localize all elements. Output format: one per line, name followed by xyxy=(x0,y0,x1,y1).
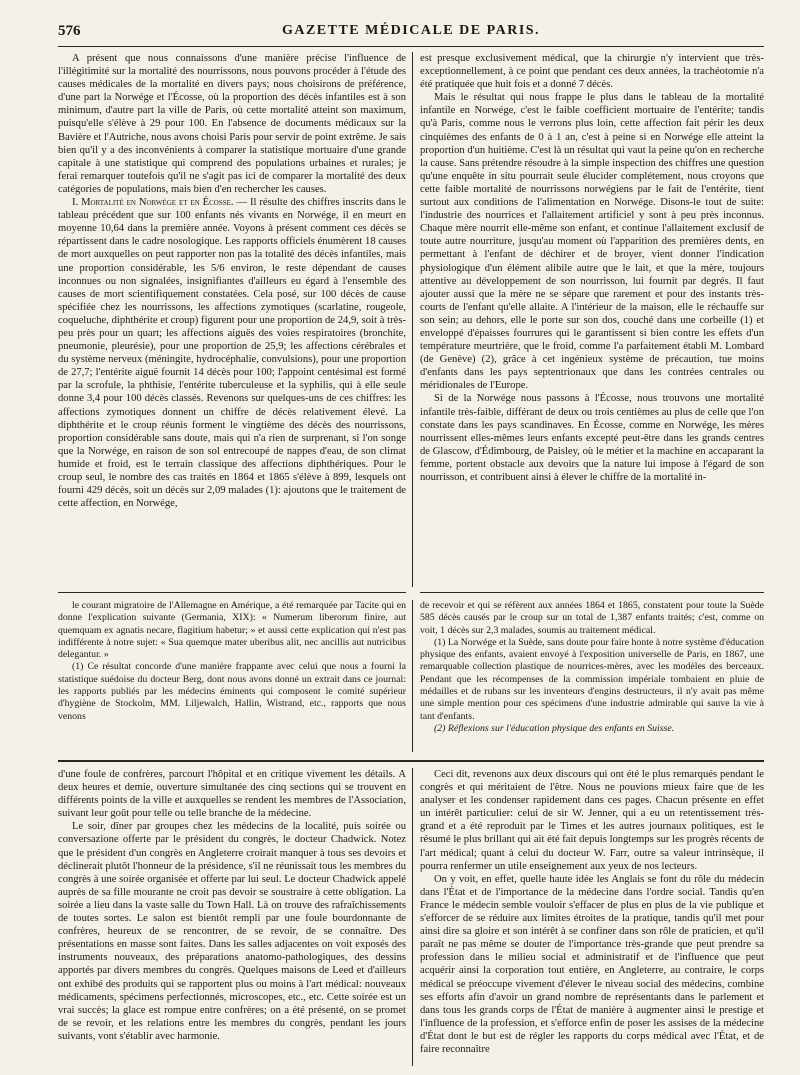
article-column-right xyxy=(420,52,764,587)
section-paragraph xyxy=(58,196,406,510)
section-heading: I. Mortalité en Norwége et en Écosse. xyxy=(72,197,234,209)
footnote: de recevoir et qui se réfèrent aux années 1864 et 1865, constatent pour toute la Suède 585 décès causés par le croup sur un total de 1,387 enfants traités; c'est, comme on voit, 1 décès sur 2,3 malades, soumis au traitement médical. xyxy=(420,600,764,636)
section-rule xyxy=(58,760,764,762)
paragraph: Si de la Norwége nous passons à l'Écosse, nous trouvons une mortalité infantile très-faible, différant de deux ou trois centièmes au plus de celle que l'on constate dans les pays scandinaves. En Écosse, comme en Norwége, les mères nourrissent elles-mêmes leurs enfants excepté peut-être dans les grands centres de Glascow, d'Édimbourg, de Paisley, où le métier et la machine en accaparant la femme, portent obstacle aux devoirs que la nature lui impose à l'égard de son nourrisson, et contribuent ainsi à élever le chiffre de la mortalité in- xyxy=(420,393,764,483)
article-column-lower-right xyxy=(420,768,764,1066)
paragraph: d'une foule de confrères, parcourt l'hôpital et en critique vivement les détails. A deux heures et demie, ouverture simultanée des cinq sections qui se trouvent en différents points de la ville et auxquelles se rendent les membres de l'Association, suivant leur goût pour telle ou telle branche de la médecine. xyxy=(58,769,406,820)
paragraph: est presque exclusivement médical, que la chirurgie n'y intervient que très-exceptionnellement, à ce point que pendant ces deux années, la trachéotomie n'a été pratiquée que huit fois et a donné 7 décès. xyxy=(420,53,764,91)
paragraph: Ceci dit, revenons aux deux discours qui ont été le plus remarqués pendant le congrès et qui méritaient de l'être. Nous ne pouvions mieux faire que de les analyser et les condenser rapidement dans ces pages. Chacun présente en effet un intérêt particulier: celui de sir W. Jenner, qui a eu un retentissement très-grand et a été reproduit par le Times et les autres journaux politiques, est le résumé le plus brillant qui ait été fait depuis longtemps sur les progrès récents de l'art médical; quant à celui du docteur W. Farr, outre sa valeur intrinsèque, il pourra renfermer un utile enseignement aux yeux de nos lecteurs. xyxy=(420,769,764,872)
footnote-citation xyxy=(420,723,764,735)
footnote-italic: (2) Réflexions sur l'éducation physique des enfants en Suisse. xyxy=(434,722,675,734)
footnotes-left xyxy=(58,600,406,752)
paragraph: A présent que nous connaissons d'une manière précise l'influence de l'illégitimité sur la mortalité des nourrissons, nous pouvons procéder à l'étude des causes médicales de la mortalité en divers pays; nous choisirons de préférence, d'une part la Norwége et l'Écosse, où la proportion des décès infantiles est à son minimum, d'autre part la ville de Paris, où cette mortalité atteint son maximum, puisqu'elle s'élève à 29 pour 100. En l'absence de documents médicaux sur la Bavière et l'Autriche, nous avons choisi Paris pour servir de point extrême. Je sais bien qu'il y a des inconvénients à comparer la statistique mortuaire d'une grande capitale à une statistique qui comprend des populations urbaines et rurales; je ferai remarquer toutefois qu'il ne s'agit pas ici de comparer la mortalité des deux catégories de populations, mais bien d'en rechercher les causes. xyxy=(58,53,406,195)
footnote: (1) Ce résultat concorde d'une manière frappante avec celui que nous a fourni la statistique suédoise du docteur Berg, dont nous avons donné un extrait dans ce journal: les rapports publiés par les médecins éminents qui composent le comité supérieur d'hygiène de Stockolm, MM. Liljewalch, Hallin, Wistrand, etc., rapports que nous venons xyxy=(58,661,406,722)
paragraph: On y voit, en effet, quelle haute idée les Anglais se font du rôle du médecin dans l'État et de l'importance de la médecine dans l'ordre social. Tandis qu'en France le médecin semble vouloir s'effacer de plus en plus de la vie publique et s'efforcer de se réduire aux limites étroites de la pratique, tandis qu'il met pour ainsi dire sa gloire et son intérêt à se confiner dans son rôle de praticien, et qu'il paraît ne pas même se douter de l'importance très-grande que peut prendre sa profession dans le milieu social et administratif et de l'influence que peut acquérir ainsi la corporation tout entière, en Angleterre, au contraire, le corps médical se préoccupe vivement d'élever le niveau social des médecins, combine ses efforts afin d'avoir un grand nombre de représentants dans le parlement et dans tous les grands corps de l'État de manière à augmenter ainsi le prestige et l'influence de la profession, et s'efforce enfin de poser les assises de la médecine d'État dont le but est de régler les rapports du corps médical avec l'État, et de faire reconnaître xyxy=(420,873,764,1055)
article-column-left xyxy=(58,52,406,587)
paragraph: Mais le résultat qui nous frappe le plus dans le tableau de la mortalité infantile en Norwége, c'est le faible coefficient mortuaire de l'entérite; tandis qu'à Paris, comme nous le verrons plus loin, cette affection fait périr les deux cinquièmes des enfants de 0 à 1 an, c'est à peine si en Norwége elle atteint la proportion d'un huitième. C'est là un résultat qui vaut la peine qu'on en recherche la cause. Sans prétendre résoudre à la simple inspection des chiffres une question qu'une enquête in situ pourrait seule élucider complétement, nous croyons que cette faible mortalité de nourrissons norwégiens par le fait de l'entérite, tient surtout aux conditions de l'alimentation en Norwége. Disons-le tout de suite: l'industrie des nourrices et l'allaitement artificiel y sont à peu près inconnus. Chaque mère nourrit elle-même son enfant, et continue l'allaitement exclusif de toute autre nourriture, jusqu'au moment où l'apparition des premières dents, en permettant à l'enfant de déchirer et de broyer, vient donner l'indication physiologique d'un élément alibile autre que le lait, et que la mère, toujours attentive au développement de son nourrisson, lui fournit par degrés. Il faut ajouter aussi que la mère ne se sépare que rarement et pour des instants très-courts de l'enfant qu'elle allaite. A l'intérieur de la maison, elle le réchauffe sur son sein; au dehors, elle le porte sur son dos, couché dans une corbeille (1) et enveloppé d'épaisses fourrures qui le garantissent si bien contre les effets d'un température meurtrière, que le froid, comme l'a parfaitement établi M. Lombard (de Genève) (2), grâce à cet ingénieux système de précaution, tue moins d'enfants dans les pays septentrionaux que dans les contrées centrales ou méridionales de l'Europe. xyxy=(420,92,764,392)
column-divider xyxy=(412,768,413,1066)
footnote: (1) La Norwége et la Suède, sans doute pour faire honte à notre système d'éducation physique des enfants, avaient envoyé à l'exposition universelle de Paris, en 1867, une remarquable collection plastique de nourrices-mères, avec les modèles des berceaux. Pendant que les récompenses de la commission impériale tombaient en pluie de médailles et de rubans sur les inventeurs d'engins destructeurs, il n'y avait pas même une simple mention pour ces spécimens d'une industrie admirable qui sauve la vie à tant d'enfants. xyxy=(420,636,764,722)
footnote-rule-right xyxy=(420,592,764,593)
publication-title: GAZETTE MÉDICALE DE PARIS. xyxy=(281,23,541,38)
column-divider xyxy=(412,52,413,587)
paragraph: Le soir, dîner par groupes chez les médecins de la localité, puis soirée ou conversazione offerte par le président du congrès, le docteur Chadwick. Notez que le président d'un congrès en Angleterre croirait manquer à tous ses devoirs et déclinerait plutôt l'honneur de la présidence, s'il ne réunissait tous les membres du congrès à une soirée organisée et offerte par lui seul. Le docteur Chadwick appelé auprès de sa fille mourante ne croit pas devoir se soustraire à cette obligation. La soirée a lieu dans la vaste salle du Town Hall. Là on trouve des rafraîchissements de toutes sortes. Le salon est bientôt rempli par une foule bourdonnante de confrères, heureux de se rencontrer, de se revoir, de se connaître. Des présentations en masse sont faites. Dans les salles adjacentes on voit exposés des instruments nouveaux, des préparations anatomo-pathologiques, des dessins apportés par divers membres du congrès. Quelques maisons de Leed et d'ailleurs ont exhibé des produits qui se rapportent plus ou moins à l'art médical: nouveaux médicaments, spécimens perfectionnés, microscopes, etc., etc. Cette soirée est un vrai succès; la glace est rompue entre confrères; on a été présenté, on se promet de se revoir, et les relations entre les membres du congrès, pendant les jours suivants, vont s'établir avec harmonie. xyxy=(58,821,406,1042)
article-column-lower-left xyxy=(58,768,406,1066)
footnotes-right xyxy=(420,600,764,752)
page-number: 576 xyxy=(58,22,81,39)
footnote: le courant migratoire de l'Allemagne en Amérique, a été remarquée par Tacite qui en donne l'explication suivante (Germania, XIX): « Numerum liberorum finire, aut quemquam ex agnatis necare, flagitium habetur; » et aussi cette explication qui n'est pas indifférente à notre sujet: « Sua quemque mater uberibus alit, nec ancillis aut nutricibus delegantur. » xyxy=(58,600,406,661)
section-text: — Il résulte des chiffres inscrits dans le tableau précédent que sur 100 enfants nés vivants en Norwége, il en meurt en moyenne 10,64 dans la première année. Voyons à présent comment ces décès se répartissent dans le cadre nosologique. Les rapports officiels énumèrent 18 causes de mort auxquelles on peut rapporter non pas la totalité des décès infantiles, mais une proportion considérable, les 5/6 environ, le reste dépendant de causes inconnues ou non signalées, insignifiantes d'ailleurs eu égard à l'ensemble des causes de mort scientifiquement constatées. Cela posé, sur 100 décès de cause spécifiée chez les nourrissons, les affections zymotiques (scarlatine, rougeole, coqueluche, diphthérite et croup) figurent pour une proportion de 24,9, soit à très-peu près pour un quart; les affections aiguës des voies respiratoires (bronchite, pneumonie, pleurésie), pour une proportion de 25,9; les affections cérébrales et du système nerveux (méningite, hydrocéphalie, convulsions), pour une proportion de 27,7; l'entérite aiguë fournit 14 décès pour 100; l'appoint centésimal est formé par la scrofule, la phthisie, l'entérite tuberculeuse et la syphilis, qui à elle seule donne 3,4 pour 100 décès classés. Revenons sur quelques-uns de ces chiffres: les affections zymotiques donnent un chiffre de décès relativement élevé. La diphthérite et le croup réunis forment le vingtième des décès des nourrissons, proportion considérable sans doute, mais qui n'a rien de surprenant, si l'on songe que la Norwége, en raison de son sol entrecoupé de nappes d'eau, de son climat humide et froid, est le terrain classique des affections diphthériques. Pour le croup seul, le nombre des cas traités en 1864 et 1865 s'élève à 899, lesquels ont fourni 429 décès, soit un décès sur 2,09 malades (1): ajoutons que le traitement de cette affection, en Norwége, xyxy=(58,197,406,510)
footnote-rule-left xyxy=(58,592,406,593)
column-divider xyxy=(412,600,413,752)
page-header xyxy=(58,16,764,47)
